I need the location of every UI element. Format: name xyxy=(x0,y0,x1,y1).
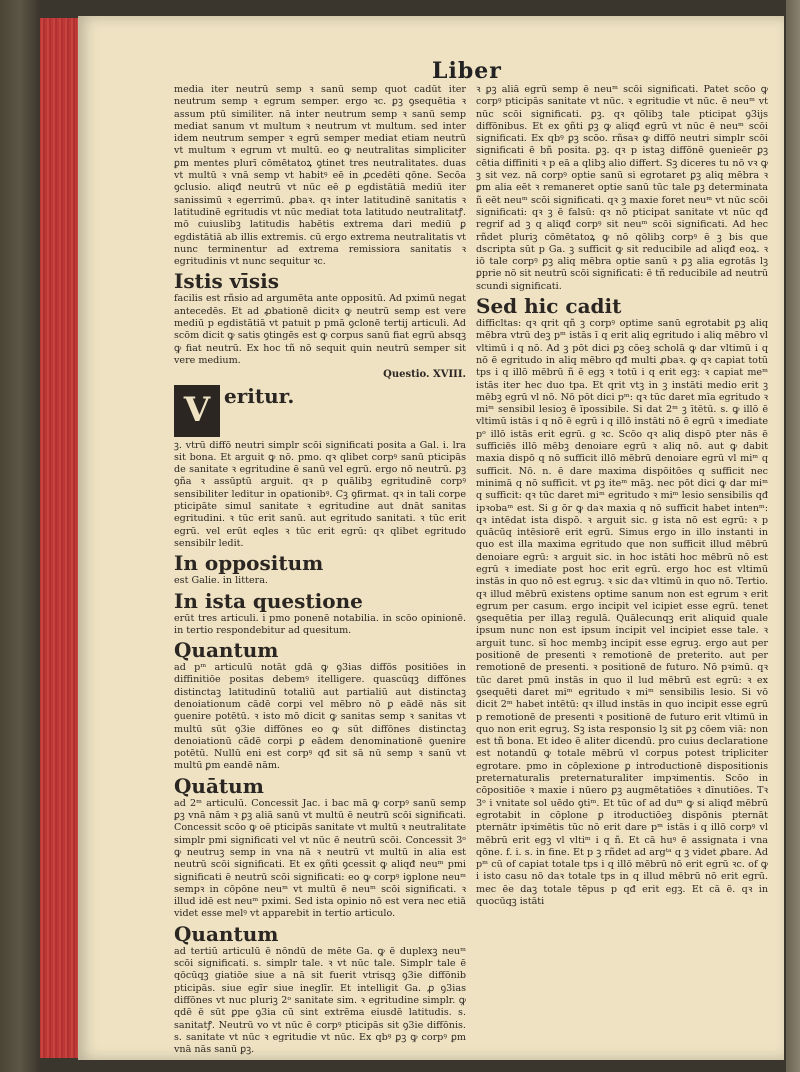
question-number: Questio. XVIII. xyxy=(383,369,466,381)
heading-note: erūt tres articuli. i pmo ponenē notabilia. in scōo opinionē. in tertio respondebitur ad quesitum. xyxy=(174,612,466,636)
red-page-edges xyxy=(40,18,80,1058)
heading-note: est Galie. in littera. xyxy=(174,575,268,587)
section-heading: Quantum xyxy=(174,638,279,663)
paragraph: facilis est rñsio ad argumēta ante oppositū. Ad pximū negat antecedēs. Et ad ꝓbationē dicitꝛ ꝙ neutrū semp est vere mediū p egdistātiā vt patuit p pmā ꝯclonē tertij articuli. Ad scōm dicit ꝙ satis ꝯtingēs est ꝙ corpus sanū fiat egrū absqꝫ ꝙ fiat neutrū. Ex hoc tñ nō sequit quin neutrū semper sit vere medium. xyxy=(174,293,466,366)
binding-left xyxy=(0,0,40,1072)
paragraph: ꝫ. vtrū diffō neutri simplr scōi significati posita a Gal. i. lra sit bona. Et arguit ꝙ nō. pmo. qꝛ qlibet corpꝰ sanū pticipās de sanitate ꝛ egritudine ē sanū vel egrū. ergo nō neutrū. ꝑꝫ ꝯña ꝛ assūptū arguit. qꝛ p quālibꝫ egritudinē corpꝰ sensibiliter leditur in opationibꝰ. Cꝫ ꝯfirmat. qꝛ in tali corpe pticipāte simul sanitate ꝛ egritudine aut dnāt sanitas egritudini. ꝛ tūc erit sanū. aut egritudo sanitati. ꝛ tūc erit egrū. vel erūt eqles ꝛ tūc erit egrū: qꝛ qlibet egritudo sensibilr ledit. xyxy=(174,439,466,549)
initial-word: eritur. xyxy=(224,383,295,408)
section-heading: In ista questione xyxy=(174,588,363,613)
left-column xyxy=(174,84,466,1056)
paragraph: ad pᵐ articulū notāt gdā ꝙ ꝯ3ias diffōs positiōes in diffinitiōe positas debemꝰ itelligere. quascūqꝫ diffōnes distinctaꝫ latitudinū totaliū aut partialiū aut distinctaꝫ denoiationum cādē corpi vel mēbro nō ꝑ eādē nās sit ꝯuenire potētū. ꝛ isto mō dicit ꝙ sanitas semp ꝛ sanitas vt multū sūt ꝯ3ie diffōnes eo ꝙ sūt diffōnes distinctaꝫ denoiationū cādē corpi ꝑ eādem denominationē ꝯuenire potētū. Nullū eni est corpꝰ qđ sit sā nū semp ꝛ sanū vt multū ꝑm eandē nām. xyxy=(174,662,466,772)
section-heading: Quantum xyxy=(174,921,279,946)
decorated-initial: V xyxy=(174,385,220,437)
paragraph: ad tertiū articulū ē nōndū de mēte Ga. ꝙ ē duplexꝫ neuᵐ scōi significati. s. simplr tale. ꝛ vt nūc tale. Simplr tale ē qōcūqꝫ giatiōe siue a nā sit fuerit vtrisqꝫ ꝯ3ie diffōnib pticipās. siue egīr siue ineglīr. Et intelligit Ga. ꝓ ꝯ3ias diffōnes vt nuc pluriꝫ 2ᵒ sanitate sim. ꝛ egritudine simplr. ꝙ qdē ē sūt ꝑpe ꝯ3ia cū sint extrēma eiusdē latitudis. s. sanitatꝭ. Neutrū vo vt nūc ē corpꝰ pticipās sit ꝯ3ie diffōnis. s. sanitate vt nūc ꝛ egritudie vt nūc. Ex qbꝰ ꝑꝫ ꝙ corpꝰ ꝑm vnā nās sanū ꝑꝫ. xyxy=(174,945,466,1056)
right-column xyxy=(476,84,768,1044)
section-heading: Sed hic cadit xyxy=(476,294,622,319)
paragraph: difficltas: qꝛ qrit qñ ꝫ corpꝰ optime sanū egrotabit ꝑꝫ aliq mēbra vtrū deꝫ pᵐ istās ī q erit aliq egritudo i aliq mēbro vl vltimū i q nō. Ad ꝫ pōt dici ꝑꝫ cōeꝫ scholā ꝙ dar vltimū i q nō ē egritudo in aliq mēbro qđ multi ꝓbaꝛ. ꝙ qꝛ capiat totū tps i q illō mēbrū ñ ē egꝫ ꝛ totū i q erit egꝫ: ꝛ capiat meᵐ istās iter hec duo tpa. Et qrit vtꝫ in ꝫ instāti medio erit ꝫ mēbꝫ egrū vl nō. Nō pōt dici pᵐ: qꝛ tūc daret mīa egritudo ꝛ miᵐ sensibil lesioꝫ ē īpossibile. Si dat 2ᵐ ꝫ ītētū. s. ꝙ illō ē vltimū istās i q nō ē egrū i q illō instāti nō ē egrū ꝛ imediate pᵒ illō istās erit egrū. g ꝛc. Scōo qꝛ aliq dispō pter nās ē sufficiēs illō mēbꝫ denoiare egrū ꝛ aliq nō. aut ꝙ dabit maxia dispō q nō sufficit illō mēbrū denoiare egrū vl miᵐ q sufficit. Nō. n. ē dare maxima dispōitōes q sufficit nec minimā q nō sufficit. vt ꝑꝫ iteᵐ māꝫ. nec pōt dici ꝙ dar miᵐ q sufficit: qꝛ tūc daret miᵐ egritudo ꝛ miᵐ lesio sensibilis qđ ipꝛobaᵐ est. Si g ōr ꝙ daꝛ maxia q nō sufficit habet intenᵐ: qꝛ intēdat ista dispō. ꝛ arguit sic. g ista nō est egrū: ꝛ p quācūq intēsiorē erit egrū. Simus ergo in illo instanti in quo est illa maxima egritudo que non sufficit illud mēbrū denoiare egrū: ꝛ arguit sic. in hoc istāti hoc mēbrū nō est egrū ꝛ imediate post hoc erit egrū. ergo hoc est vltimū instās in quo nō est egruꝫ. ꝛ sic daꝛ vltimū in quo nō. Tertio. qꝛ illud mēbrū existens optime sanum non est egrum ꝛ erit egrum per casum. ergo incipit vel icipiet esse egrū. tenet ꝯsequētia per illaꝫ regulā. Quālecunqꝫ erit aliquid quale ipsum nunc non est ipsum incipit vel incipiet esse tale. ꝛ arguit tunc. sī hoc membꝫ incipit esse egruꝫ. ergo aut per positionē de presenti ꝛ remotionē de preterito. aut per remotionē de presenti. ꝛ positionē de futuro. Nō pꝛimū. qꝛ tūc daret pmū instās in quo il lud mēbrū est egrū: ꝛ ex ꝯsequēti daret miᵐ egritudo ꝛ miᵐ sensibilis lesio. Si vō dicit 2ᵐ habet intētū: qꝛ illud instās in quo incipit esse egrū p remotionē de presenti ꝛ positionē de futuro erit vltimū in quo non erit egruꝫ. Sꝫ ista responsio lꝫ sit ꝑꝫ cōem viā: non est tñ bona. Et ideo ē aliter dicendū. pro cuius declaratione est notandū ꝙ totale mēbrū vl corpus potest tripliciter egrotare. pmo in cōplexione ꝑ introductionē dispositionis preternaturalis preternaturaliter impꝛimentis. Scōo in cōpositiōe ꝛ maxie i nūero ꝑꝫ augmētatiōes ꝛ dīnutiōes. Tꝛ 3ᵒ i vnitate sol uēdo ꝯtiᵐ. Et tūc of ad duᵐ ꝙ si aliqđ mēbrū egrotabit in cōplone ꝑ itroductiōeꝫ dispōnis pternāt pternātr ipꝛimētis tūc nō erit dare pᵐ istās i q illō corpꝰ vl mēbrū erit egꝫ vl vltiᵐ i q ñ. Et cā huꝰ ē assignata i vna qōne. f. i. s. in fine. Et p ꝫ rñdet ad argᵗᵃ q ꝫ videt ꝓbare. Ad pᵐ cū of capiat totale tps i q illō mēbrū nō erit egrū ꝛc. of ꝙ i isto casu nō daꝛ totale tps in q illud mēbrū nō erit egrū. mec ēe daꝫ totale tēpus p qđ erit egꝫ. Et cā ē. qꝛ in quocūqꝫ istāti xyxy=(476,318,768,907)
paragraph: ad 2ᵐ articulū. Concessit Jac. i bac mā ꝙ corpꝰ sanū semp ꝑꝫ vnā nām ꝛ ꝑꝫ aliā sanū vt multū ē neutrū scōi significati. Concessit scōo ꝙ oē pticipās sanitate vt multū ꝛ neutralitate simplr pmi significati vel vt nūc ē neutrū scōi. Concessit 3ᵒ ꝙ neutruꝫ semp in vna nā ꝛ neutrū vt multū in alia est neutrū scōi significati. Et ex ꝯñti ꝯcessit ꝙ aliqđ neuᵐ pmi significati ē neutrū scōi significati: eo ꝙ corpꝰ iꝯplone neuᵐ sempꝛ in cōpōne neuᵐ vt multū ē neuᵐ scōi significati. ꝛ illud idē est neuᵐ pximi. Sed ista opinio nō est vera nec etiā videt esse melꝰ vt apparebit in tertio articulo. xyxy=(174,797,466,920)
binding-right xyxy=(786,0,800,1072)
section-heading: Istis vīsis xyxy=(174,269,280,294)
running-title: Liber xyxy=(432,58,502,84)
section-heading: Quātum xyxy=(174,773,264,798)
paragraph: media iter neutrū semp ꝛ sanū semp quot cadūt iter neutrum semp ꝛ egrum semper. ergo ꝛc. ꝑꝫ ꝯsequētia ꝛ assum ptū similiter. nā inter neutrum semp ꝛ sanū semp mediat sanum vt multum ꝛ neutrum vt multum. sed inter idem neutrum semper ꝛ egrū semper mediat etiam neutrū vt multum ꝛ egrum vt multū. eo ꝙ neutralitas simpliciter ꝑm mentes plurī cōmētatoꝝ ꝯtinet tres neutralitates. duas vt multū ꝛ vnā semp vt habitꝰ eē in ꝓcedēti qōne. Secōa ꝯclusio. aliqđ neutrū vt nūc eē ꝑ egdistātiā mediū iter sanissimū ꝛ egerrimū. ꝓbaꝛ. qꝛ inter latitudinē sanitatis ꝛ latitudinē egritudis vt nūc mediat tota latitudo neutralitatꝭ. mō cuiuslibꝫ latitudis habētis extrema dari mediū ꝑ egdistātiā ab illis extremis. cū ergo extrema neutralitatis vt nunc terminentur ad extrema remissiora sanitatis ꝛ egritudinis vt nunc sequitur ꝛc. xyxy=(174,84,466,268)
paragraph: ꝛ ꝑꝫ aliā egrū semp ē neuᵐ scōi significati. Patet scōo ꝙ corpꝰ pticipās sanitate vt nūc. ꝛ egritudie vt nūc. ē neuᵐ vt nūc scōi significati. ꝑꝫ. qꝛ qōlibꝫ tale pticipat ꝯ3ijs diffōnibus. Et ex ꝯñti ꝑꝫ ꝙ aliqđ egrū vt nūc ē neuᵐ scōi significati. Ex qbꝰ ꝑꝫ scōo. rñsaꝛ ꝙ diffō neutri simplr scōi significati ē bñ posita. ꝑꝫ. qꝛ p istaꝫ diffōnē ꝯuenieēr ꝑꝫ cētia diffiniti ꝛ p eā a qlibꝫ alio differt. Sꝫ diceres tu nō vꝛ ꝙ ꝫ sit vez. nā corpꝰ optie sanū si egrotaret ꝑꝫ aliq mēbra ꝛ ꝑm alia eēt ꝛ remaneret optie sanū tūc tale ꝑꝫ determinata ñ eēt neuᵐ scōi significati. qꝛ ꝫ maxie foret neuᵐ vt nūc scōi significati: qꝛ ꝫ ē falsū: qꝛ nō pticipat sanitate vt nūc qđ regrif ad ꝫ q aliqđ corpꝰ sit neuᵐ scōi significati. Ad hec rñdet pluriꝫ cōmētatoꝝ ꝙ nō qōlibꝫ corpꝰ ē ꝫ bis que dscripta sūt p Ga. ꝫ sufficit ꝙ sit reducibile ad aliqđ eoꝝ. ꝛ iō tale corpꝰ ꝑꝫ aliq mēbra optie sanū ꝛ ꝑꝫ alia egrotās lꝫ ꝑprie nō sit neutrū scōi significati: ē tñ reducibile ad neutrū scundi significati. xyxy=(476,84,768,292)
initial-block xyxy=(174,385,466,437)
section-heading: In oppositum xyxy=(174,551,324,576)
